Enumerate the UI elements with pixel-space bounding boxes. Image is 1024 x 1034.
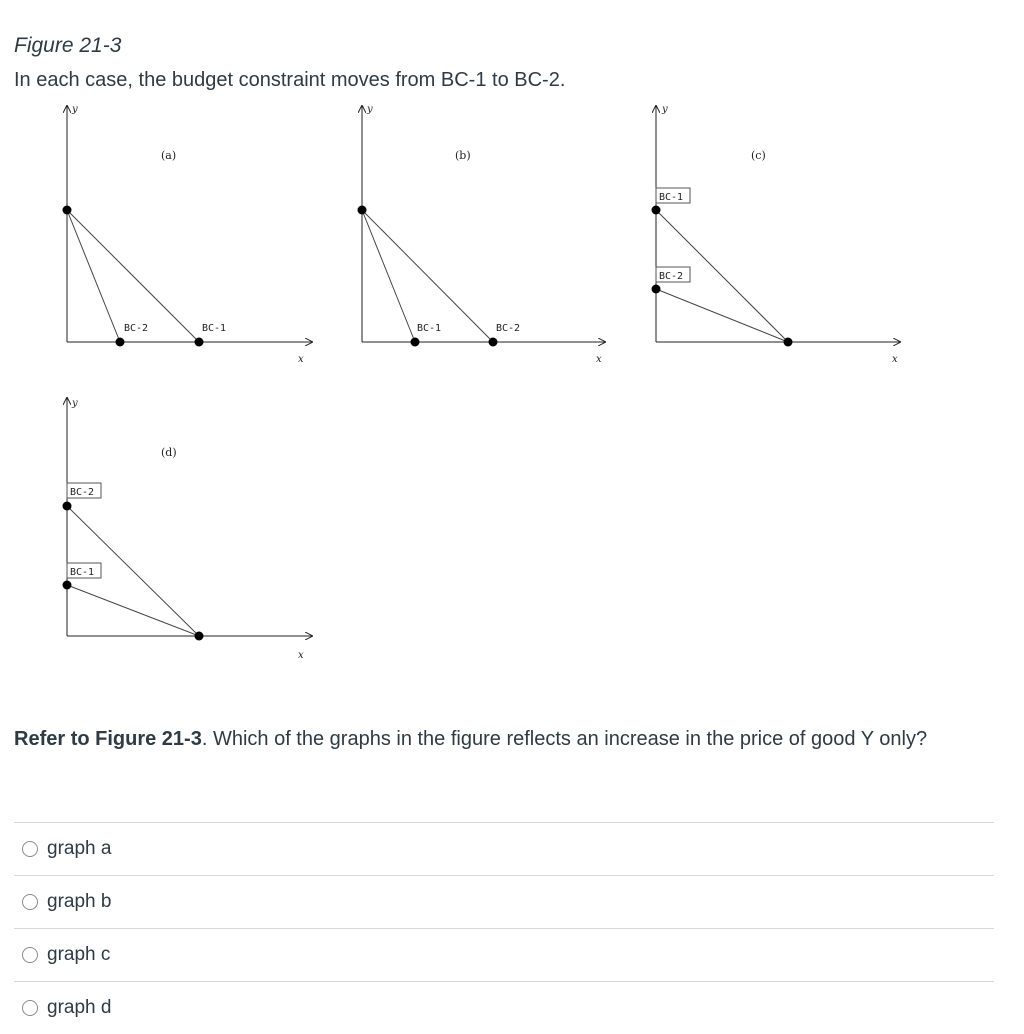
- answer-option-b[interactable]: [14, 875, 994, 928]
- bc2-label: BC-2: [496, 323, 521, 334]
- point-y-intercept: [63, 206, 72, 215]
- bc1-label: BC-1: [417, 323, 442, 334]
- figure-title: Figure 21-3: [14, 34, 122, 57]
- x-axis-label: x: [596, 354, 602, 365]
- question-body: . Which of the graphs in the figure reflects an increase in the price of good Y only?: [201, 728, 928, 750]
- bc1-line: [67, 585, 199, 636]
- panel-label: (a): [161, 149, 177, 162]
- answer-option-d[interactable]: [14, 981, 994, 1034]
- point-x-intercept: [784, 338, 793, 347]
- answer-label: graph b: [47, 891, 112, 912]
- radio-button[interactable]: [22, 841, 38, 857]
- answer-label: graph a: [47, 838, 112, 859]
- panel-label: (b): [455, 149, 471, 162]
- bc2-line: [67, 210, 120, 342]
- panel-label: (c): [751, 149, 766, 162]
- x-axis-label: x: [892, 354, 898, 365]
- point-bc2-y: [652, 285, 661, 294]
- bc2-label: BC-2: [70, 487, 95, 498]
- answer-option-a[interactable]: [14, 822, 994, 875]
- point-bc1-x: [411, 338, 420, 347]
- question-text: [14, 722, 974, 756]
- bc2-label: BC-2: [124, 323, 149, 334]
- graph-d: [0, 380, 330, 680]
- bc1-label: BC-1: [70, 567, 95, 578]
- point-bc1-y: [63, 581, 72, 590]
- graph-c: [590, 0, 920, 380]
- bc2-line: [656, 289, 788, 342]
- y-axis-label: y: [662, 104, 668, 115]
- y-axis-label: y: [72, 398, 78, 409]
- point-bc1-x: [195, 338, 204, 347]
- bc2-label: BC-2: [659, 271, 684, 282]
- point-x-intercept: [195, 632, 204, 641]
- point-y-intercept: [358, 206, 367, 215]
- answer-option-c[interactable]: [14, 928, 994, 981]
- panel-label: (d): [161, 446, 177, 459]
- point-bc2-x: [489, 338, 498, 347]
- bc1-line: [362, 210, 415, 342]
- graph-b: [295, 0, 625, 380]
- question-reference: Refer to Figure 21-3: [14, 728, 202, 750]
- answer-label: graph d: [47, 997, 112, 1018]
- x-axis-label: x: [298, 354, 304, 365]
- y-axis-label: y: [72, 104, 78, 115]
- bc1-label: BC-1: [659, 192, 684, 203]
- point-bc2-y: [63, 502, 72, 511]
- x-axis-label: x: [298, 650, 304, 661]
- point-bc1-y: [652, 206, 661, 215]
- point-bc2-x: [116, 338, 125, 347]
- radio-button[interactable]: [22, 894, 38, 910]
- bc1-label: BC-1: [202, 323, 227, 334]
- answer-label: graph c: [47, 944, 111, 965]
- figure-caption: In each case, the budget constraint moves from BC-1 to BC-2.: [14, 69, 566, 91]
- radio-button[interactable]: [22, 1000, 38, 1016]
- y-axis-label: y: [367, 104, 373, 115]
- answer-list: [14, 822, 994, 1034]
- radio-button[interactable]: [22, 947, 38, 963]
- graph-a: [0, 0, 330, 380]
